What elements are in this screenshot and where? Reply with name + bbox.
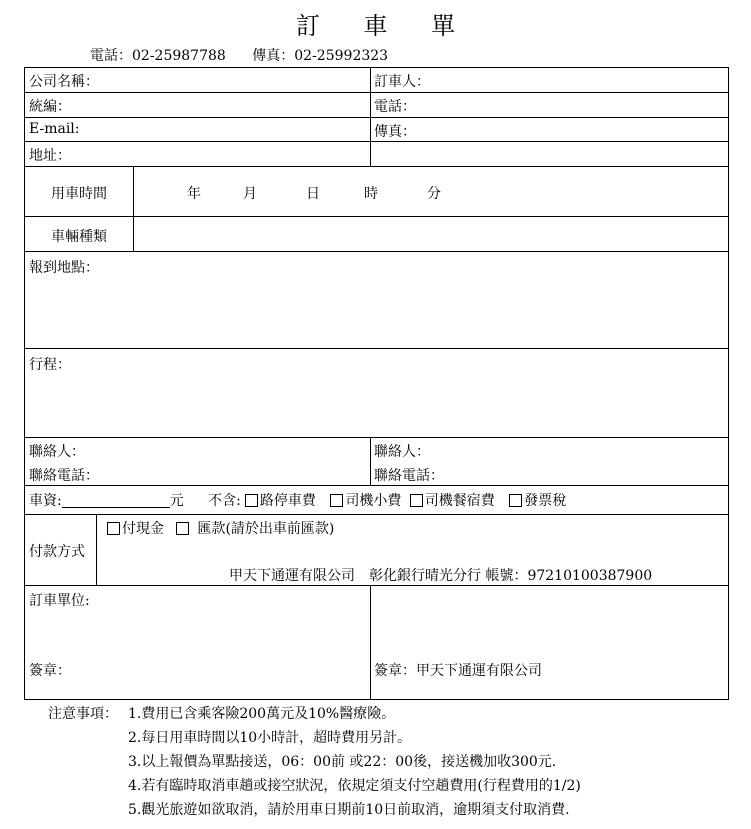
cash-label: 付現金 bbox=[122, 521, 164, 537]
row-payment bbox=[25, 515, 728, 586]
page-title: 訂 車 單 bbox=[295, 12, 474, 40]
row-signature bbox=[25, 586, 728, 700]
fare-input[interactable] bbox=[62, 494, 170, 508]
phone-number: 電話：02-25987788 bbox=[90, 48, 226, 64]
row-vehicle-type bbox=[25, 217, 728, 252]
contact-phone-left[interactable]: 聯絡電話： bbox=[29, 468, 99, 484]
parking-fee-checkbox[interactable] bbox=[245, 494, 258, 507]
row-fare bbox=[25, 486, 728, 515]
invoice-tax-label: 發票稅 bbox=[524, 493, 567, 509]
vehicle-type-label: 車輛種類 bbox=[51, 229, 107, 245]
driver-meal-label: 司機餐宿費 bbox=[424, 493, 495, 509]
note-item: 5.觀光旅遊如欲取消，請於用車日期前10日前取消，逾期須支付取消費. bbox=[128, 802, 570, 818]
payment-method-label: 付款方式 bbox=[29, 544, 85, 560]
fare-unit: 元 bbox=[169, 493, 184, 509]
fare-label: 車資: bbox=[29, 493, 62, 509]
cash-checkbox[interactable] bbox=[107, 522, 120, 535]
row-contacts bbox=[25, 438, 728, 486]
address-field[interactable]: 地址： bbox=[29, 148, 71, 164]
contact-person-right[interactable]: 聯絡人： bbox=[374, 444, 430, 460]
minute-unit: 分 bbox=[427, 186, 441, 202]
transfer-checkbox[interactable] bbox=[176, 522, 189, 535]
row-company bbox=[25, 68, 728, 93]
fare-line bbox=[29, 490, 566, 510]
tax-id-field[interactable]: 統編： bbox=[29, 99, 71, 115]
invoice-tax-checkbox[interactable] bbox=[509, 494, 522, 507]
note-item: 3.以上報價為單點接送，06：00前 或22：00後，接送機加收300元. bbox=[128, 754, 557, 770]
note-item: 4.若有臨時取消車趟或接空狀況，依規定須支付空趟費用(行程費用的1/2) bbox=[128, 778, 581, 794]
contact-phone-right[interactable]: 聯絡電話： bbox=[374, 468, 444, 484]
driver-meal-checkbox[interactable] bbox=[410, 494, 423, 507]
email-field[interactable]: E-mail: bbox=[29, 121, 80, 137]
driver-tip-label: 司機小費 bbox=[345, 493, 402, 509]
row-report-location bbox=[25, 252, 728, 349]
fax-field[interactable]: 傳真： bbox=[374, 124, 416, 140]
itinerary-field[interactable]: 行程： bbox=[29, 357, 71, 373]
signature-left-field[interactable]: 簽章： bbox=[29, 663, 71, 679]
contact-person-left[interactable]: 聯絡人： bbox=[29, 444, 85, 460]
transfer-label: 匯款(請於出車前匯款) bbox=[197, 521, 335, 537]
bank-account-info: 甲天下通運有限公司 彰化銀行晴光分行 帳號：97210100387900 bbox=[229, 568, 653, 584]
exclude-label: 不含: bbox=[208, 493, 241, 509]
month-unit: 月 bbox=[243, 186, 257, 202]
parking-fee-label: 路停車費 bbox=[259, 493, 316, 509]
note-item: 2.每日用車時間以10小時計，超時費用另計。 bbox=[128, 730, 412, 746]
fax-number: 傳真：02-25992323 bbox=[252, 48, 389, 64]
row-itinerary bbox=[25, 349, 728, 438]
day-unit: 日 bbox=[306, 186, 320, 202]
row-usage-time bbox=[25, 167, 728, 217]
year-unit: 年 bbox=[187, 186, 201, 202]
contact-info bbox=[90, 45, 410, 65]
row-tax-id bbox=[25, 93, 728, 118]
order-form bbox=[24, 67, 729, 700]
order-unit-field[interactable]: 訂車單位: bbox=[29, 593, 90, 609]
signature-right-field: 簽章：甲天下通運有限公司 bbox=[374, 663, 542, 679]
company-name-field[interactable]: 公司名稱： bbox=[29, 74, 99, 90]
orderer-field[interactable]: 訂車人： bbox=[374, 74, 430, 90]
payment-options bbox=[107, 518, 334, 538]
notes-heading: 注意事項： bbox=[48, 706, 118, 722]
usage-time-label: 用車時間 bbox=[51, 186, 107, 202]
note-item: 1.費用已含乘客險200萬元及10%醫療險。 bbox=[128, 706, 396, 722]
report-location-field[interactable]: 報到地點： bbox=[29, 260, 99, 276]
hour-unit: 時 bbox=[364, 186, 378, 202]
row-email bbox=[25, 118, 728, 142]
row-address bbox=[25, 142, 728, 167]
driver-tip-checkbox[interactable] bbox=[330, 494, 343, 507]
phone-field[interactable]: 電話： bbox=[374, 99, 416, 115]
